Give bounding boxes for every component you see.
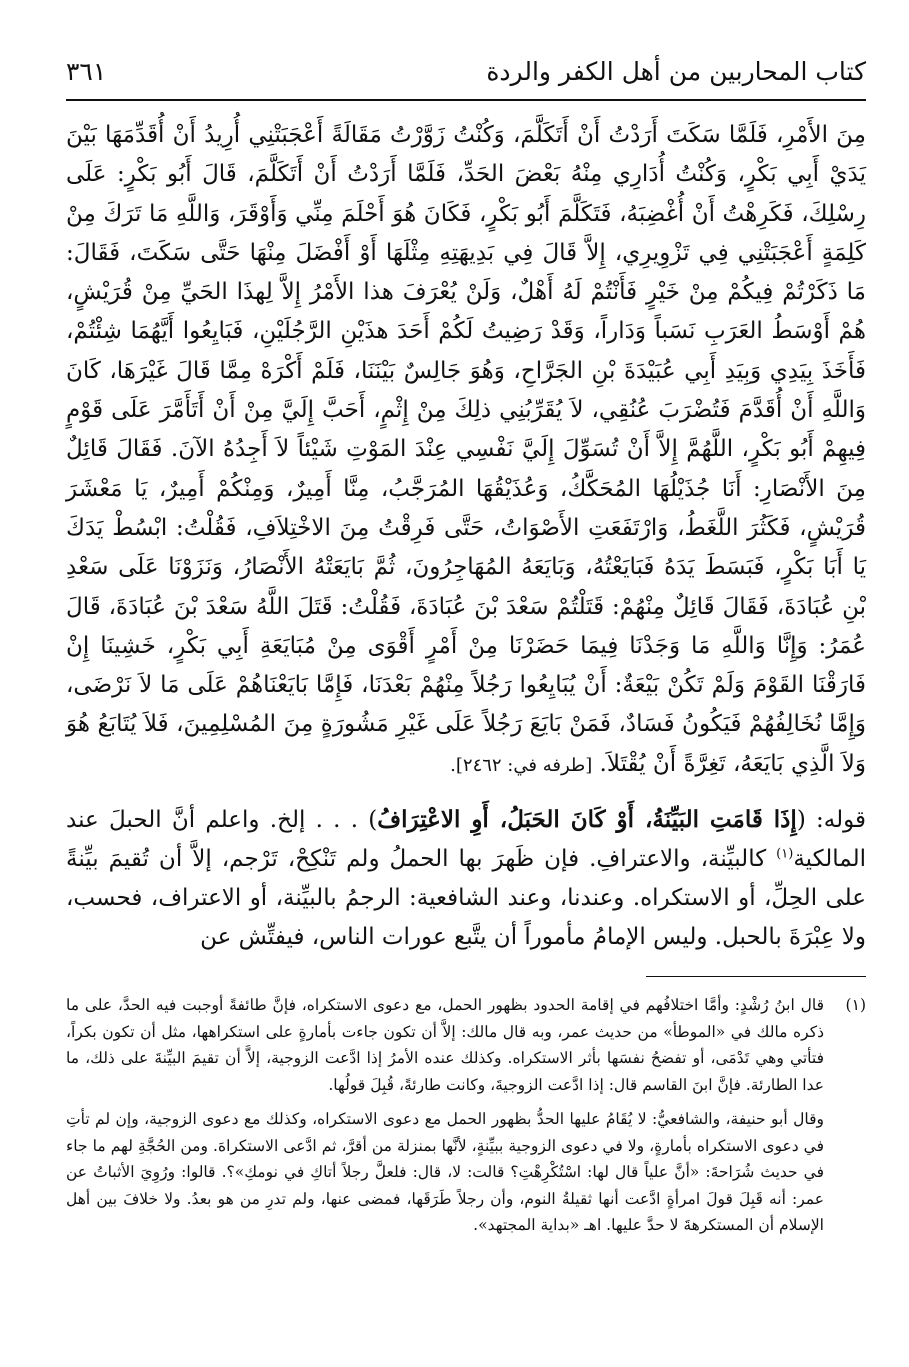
hadith-text	[66, 116, 866, 785]
hadith-body: مِنَ الأَمْرِ، فَلَمَّا سَكَتَ أَرَدْتُ أَنْ أَتَكَلَّمَ، وَكُنْتُ زَوَّرْتُ مَقَالَةً أَعْجَبَتْنِي أُرِيدُ أَنْ أُقَدِّمَهَا بَيْنَ يَدَيْ أَبِي بَكْرٍ، وَكُنْتُ أُدَارِي مِنْهُ بَعْضَ الحَدِّ، فَلَمَّا أَرَدْتُ أَنْ أَتَكَلَّمَ، قَالَ أَبُو بَكْرٍ: عَلَى رِسْلِكَ، فَكَرِهْتُ أَنْ أُغْضِبَهُ، فَتَكَلَّمَ أَبُو بَكْرٍ، فَكَانَ هُوَ أَحْلَمَ مِنِّي وَأَوْقَرَ، وَاللَّهِ مَا تَرَكَ مِنْ كَلِمَةٍ أَعْجَبَتْنِي فِي تَزْوِيرِي، إِلاَّ قَالَ فِي بَدِيهَتِهِ مِثْلَهَا أَوْ أَفْضَلَ مِنْهَا حَتَّى سَكَتَ، فَقَالَ: مَا ذَكَرْتُمْ فِيكُمْ مِنْ خَيْرٍ فَأَنْتُمْ لَهُ أَهْلٌ، وَلَنْ يُعْرَفَ هذا الأَمْرُ إِلاَّ لِهذَا الحَيِّ مِنْ قُرَيْشٍ، هُمْ أَوْسَطُ العَرَبِ نَسَباً وَدَاراً، وَقَدْ رَضِيتُ لَكُمْ أَحَدَ هذَيْنِ الرَّجُلَيْنِ، فَبَايِعُوا أَيَّهُمَا شِئْتُمْ، فَأَخَذَ بِيَدِي وَبِيَدِ أَبِي عُبَيْدَةَ بْنِ الجَرَّاحِ، وَهُوَ جَالِسٌ بَيْنَنَا، فَلَمْ أَكْرَهْ مِمَّا قَالَ غَيْرَهَا، كَانَ وَاللَّهِ أَنْ أُقَدَّمَ فَتُضْرَبَ عُنُقِي، لاَ يُقَرِّبُنِي ذلِكَ مِنْ إِثْمٍ، أَحَبَّ إِلَيَّ مِنْ أَنْ أَتَأَمَّرَ عَلَى قَوْمٍ فِيهِمْ أَبُو بَكْرٍ، اللَّهُمَّ إِلاَّ أَنْ تُسَوِّلَ إِلَيَّ نَفْسِي عِنْدَ المَوْتِ شَيْئاً لاَ أَجِدُهُ الآنَ. فَقَالَ قَائِلٌ مِنَ الأَنْصَارِ: أَنَا جُذَيْلُهَا المُحَكَّكُ، وَعُذَيْقُهَا المُرَجَّبُ، مِنَّا أَمِيرٌ، وَمِنْكُمْ أَمِيرٌ، يَا مَعْشَرَ قُرَيْشٍ، فَكَثُرَ اللَّغَطُ، وَارْتَفَعَتِ الأَصْوَاتُ، حَتَّى فَرِقْتُ مِنَ الاخْتِلاَفِ، فَقُلْتُ: ابْسُطْ يَدَكَ يَا أَبَا بَكْرٍ، فَبَسَطَ يَدَهُ فَبَايَعْتُهُ، وَبَايَعَهُ المُهَاجِرُونَ، ثُمَّ بَايَعَتْهُ الأَنْصَارُ، وَنَزَوْنَا عَلَى سَعْدِ بْنِ عُبَادَةَ، فَقَالَ قَائِلٌ مِنْهُمْ: قَتَلْتُمْ سَعْدَ بْنَ عُبَادَةَ، فَقُلْتُ: قَتَلَ اللَّهُ سَعْدَ بْنَ عُبَادَةَ، قَالَ عُمَرُ: وَإِنَّا وَاللَّهِ مَا وَجَدْنَا فِيمَا حَضَرْنَا مِنْ أَمْرٍ أَقْوَى مِنْ مُبَايَعَةِ أَبِي بَكْرٍ، خَشِينَا إِنْ فَارَقْنَا القَوْمَ وَلَمْ تَكُنْ بَيْعَةٌ: أَنْ يُبَايِعُوا رَجُلاً مِنْهُمْ بَعْدَنَا، فَإِمَّا بَايَعْنَاهُمْ عَلَى مَا لاَ نَرْضَى، وَإِمَّا نُخَالِفُهُمْ فَيَكُونُ فَسَادٌ، فَمَنْ بَايَعَ رَجُلاً عَلَى غَيْرِ مَشُورَةٍ مِنَ المُسْلِمِينَ، فَلاَ يُتَابَعُ هُوَ وَلاَ الَّذِي بَايَعَهُ، تَغِرَّةً أَنْ يُقْتَلاَ.	[66, 122, 866, 777]
footnote-body	[66, 992, 824, 1239]
commentary	[66, 800, 866, 957]
footnote-paragraph: وقال أبو حنيفة، والشافعيُّ: لا يُقَامُ عليها الحدُّ بظهور الحمل مع دعوى الاستكراه، وكذلك مع دعوى الزوجية، وإن لم تأتِ في دعوى الاستكراه بأمارةٍ، ولا في دعوى الزوجية ببيِّنةٍ، لأنَّها بمنزلة من أقرَّ، ثم ادَّعى الاستكراهَ. ومن الحُجَّةِ لهم ما جاء في حديث شُرَاحةَ: «أنَّ علياً قال لها: اسْتُكْرِهْتِ؟ قالت: لا، قال: فلعلَّ رجلاً أتاكِ في نومكِ»؟. قالوا: ورُوِيَ الأثباتُ عن عمر: أنه قَبِلَ قولَ امرأةٍ ادَّعت أنها ثقيلةُ النوم، وأن رجلاً طَرَقَها، فمضى عنها، ولم تدرِ من هو بعدُ. ولا خلافَ بين أهل الإسلام أن المستكرهةَ لا حدَّ عليها. اهـ «بداية المجتهد».	[66, 1110, 824, 1234]
footnotes	[66, 992, 866, 1239]
commentary-part-2: كالبيِّنة، والاعترافِ. فإن ظَهرَ بها الحملُ ولم تَنْكِحْ، تَرْجم، إلاَّ أن تُقيمَ بيِّنةً على الحِلِّ، أو الاستكراه. وعندنا، وعند الشافعية: الرجمُ بالبيِّنة، أو الاعتراف، فحسب، ولا عِبْرَةَ بالحبل. وليس الإمامُ مأموراً أن يتَّبع عورات الناس، فيفتِّش عن	[66, 846, 866, 950]
footnote-marker: (١)	[776, 846, 794, 862]
book-title: كتاب المحاربين من أهل الكفر والردة	[486, 56, 866, 86]
footnote-divider	[646, 976, 866, 977]
page-number: ٣٦١	[66, 56, 107, 86]
header-divider	[66, 99, 866, 101]
running-header	[66, 48, 866, 94]
commentary-paragraph	[66, 800, 866, 957]
source-reference: [طرفه في: ٢٤٦٢].	[450, 754, 593, 776]
commentary-quoted-phrase: إِذَا قَامَتِ البَيِّنَةُ، أَوْ كَانَ الحَبَلُ، أَوِ الاعْتِرَافُ	[377, 806, 797, 833]
footnote-item	[66, 992, 866, 1239]
commentary-intro: قوله: (	[796, 807, 867, 833]
commentary-part-1: ) . . . إلخ. واعلم أنَّ الحبلَ عند المالكية	[66, 807, 866, 872]
hadith-paragraph	[66, 116, 866, 785]
footnote-number: (١)	[845, 996, 866, 1014]
footnote-paragraph: قال ابنُ رُشْدٍ: وأمَّا اختلافُهم في إقامة الحدود بظهور الحمل، مع دعوى الاستكراه، فإنَّ طائفةً أوجبت فيه الحدَّ، على ما ذكره مالك في «الموطأ» من حديث عمر، وبه قال مالك: إلاَّ أن تكون جاءت بأمارةٍ على استكراهها، مثل أن تكون بكراً، فتأتي وهي تَدْمَى، أو تفضحُ نفسَها بأثر الاستكراه. وكذلك عنده الأمرُ إذا ادَّعت الزوجية، إلاَّ أن تقيمَ البيِّنةَ على ذلك، ما عدا الطارئة. فإنَّ ابنَ القاسم قال: إذا ادَّعت الزوجيةَ، وكانت طارئةً، قُبِلَ قولُها.	[66, 996, 824, 1094]
